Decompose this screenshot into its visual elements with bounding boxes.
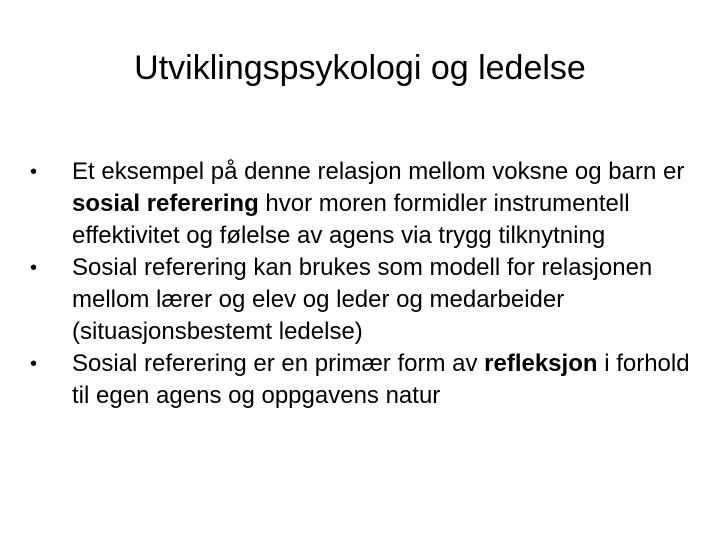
- bullet-3-text-end: i forhold til egen agens og oppgavens natur: [72, 350, 690, 409]
- slide-title: Utviklingspsykologi og ledelse: [134, 49, 586, 87]
- bullet-list: [30, 156, 700, 412]
- bullet-1-text-start: Et eksempel på denne relasjon mellom voksne og barn er: [72, 158, 685, 185]
- bullet-icon: •: [30, 257, 38, 279]
- bullet-1-bold-term: sosial referering: [72, 190, 259, 217]
- bullet-icon: •: [30, 161, 38, 183]
- bullet-icon: •: [30, 353, 38, 375]
- bullet-1-text-end: hvor moren formidler instrumentell effektivitet og følelse av agens via trygg tilknytning: [72, 190, 630, 249]
- bullet-item-2: [30, 252, 700, 348]
- bullet-item-1: [30, 156, 700, 252]
- bullet-2-text: Sosial referering kan brukes som modell for relasjonen mellom lærer og elev og leder og medarbeider (situasjonsbestemt ledelse): [72, 254, 653, 345]
- bullet-3-bold-term: refleksjon: [484, 350, 598, 377]
- bullet-item-3: [30, 348, 700, 412]
- bullet-3-text-start: Sosial referering er en primær form av: [72, 350, 485, 377]
